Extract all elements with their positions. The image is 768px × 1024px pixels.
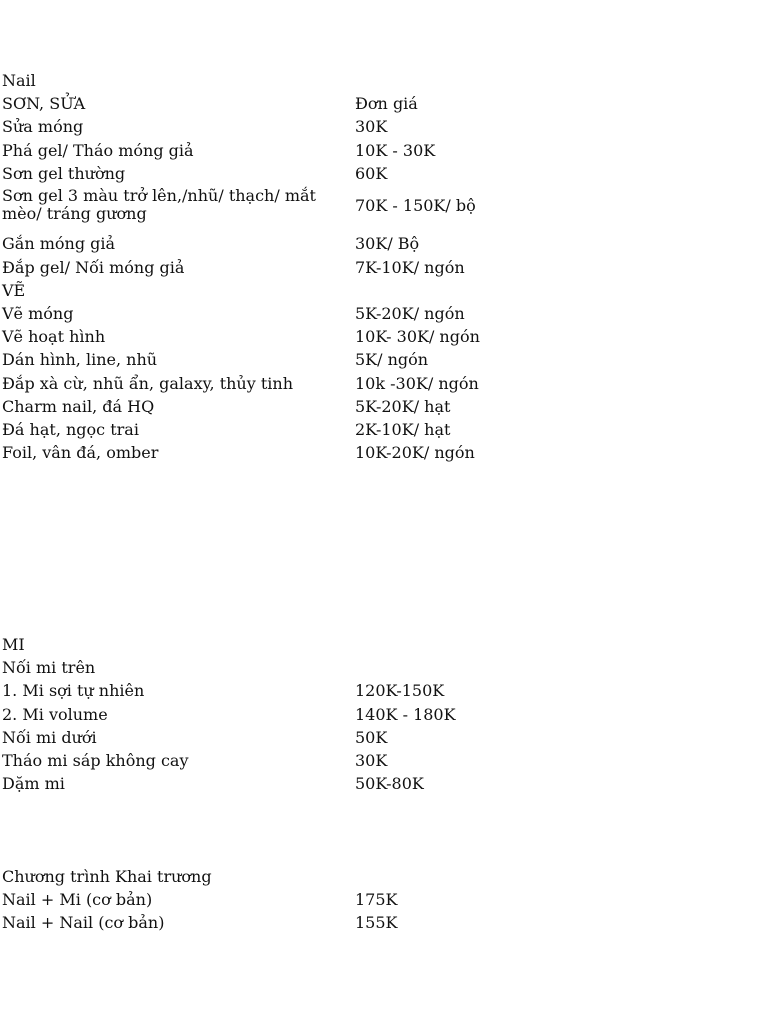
- service-price: 140K - 180K: [355, 705, 456, 724]
- service-price: 10k -30K/ ngón: [355, 374, 479, 393]
- nail-section-title: Nail: [2, 71, 36, 90]
- service-price: 10K- 30K/ ngón: [355, 327, 480, 346]
- service-name: Sơn gel thường: [2, 164, 126, 183]
- draw-section-title: VẼ: [2, 281, 26, 300]
- service-price: 50K: [355, 728, 388, 747]
- service-price: 70K - 150K/ bộ: [355, 196, 476, 215]
- service-name: Foil, vân đá, omber: [2, 443, 159, 462]
- price-row: [2, 703, 562, 726]
- price-row: [2, 139, 562, 162]
- price-row: [2, 162, 562, 185]
- price-row: [2, 372, 562, 395]
- price-row: [2, 395, 562, 418]
- price-row: [2, 256, 562, 279]
- nail-header-row: [2, 92, 562, 115]
- service-price: 50K-80K: [355, 774, 424, 793]
- mi-subtitle: Nối mi trên: [2, 658, 96, 677]
- service-name: 2. Mi volume: [2, 705, 108, 724]
- service-name: Vẽ móng: [2, 304, 74, 323]
- service-name: Tháo mi sáp không cay: [2, 751, 189, 770]
- price-row: [2, 726, 562, 749]
- price-row: [2, 302, 562, 325]
- service-name: Charm nail, đá HQ: [2, 397, 155, 416]
- service-price: 5K/ ngón: [355, 350, 429, 369]
- service-name: Nail + Nail (cơ bản): [2, 913, 165, 932]
- service-price: 30K/ Bộ: [355, 234, 420, 253]
- service-price: 5K-20K/ hạt: [355, 397, 451, 416]
- service-name: Sơn gel 3 màu trở lên,/nhũ/ thạch/ mắt mèo/ tráng gương: [2, 186, 316, 223]
- service-price: 155K: [355, 913, 398, 932]
- promo-section-title-row: [2, 865, 562, 888]
- mi-section-title-row: [2, 633, 562, 656]
- service-name: Đắp gel/ Nối móng giả: [2, 258, 185, 277]
- mi-subtitle-row: [2, 656, 562, 679]
- service-price: 60K: [355, 164, 388, 183]
- service-name: 1. Mi sợi tự nhiên: [2, 681, 145, 700]
- nail-header-label: SƠN, SỬA: [2, 94, 86, 113]
- service-name: Dán hình, line, nhũ: [2, 350, 158, 369]
- service-price: 175K: [355, 890, 398, 909]
- draw-section-title-row: [2, 279, 562, 302]
- price-row: [2, 325, 562, 348]
- price-row: [2, 115, 562, 138]
- service-name: Vẽ hoạt hình: [2, 327, 106, 346]
- promo-section-title: Chương trình Khai trương: [2, 867, 212, 886]
- service-price: 7K-10K/ ngón: [355, 258, 465, 277]
- service-name: Sửa móng: [2, 117, 84, 136]
- price-row: [2, 911, 562, 934]
- service-price: 10K - 30K: [355, 141, 436, 160]
- service-price: 2K-10K/ hạt: [355, 420, 451, 439]
- price-row: [2, 679, 562, 702]
- price-column-header: Đơn giá: [355, 94, 418, 113]
- service-name: Phá gel/ Tháo móng giả: [2, 141, 194, 160]
- price-row: [2, 749, 562, 772]
- service-name: Đắp xà cừ, nhũ ẩn, galaxy, thủy tinh: [2, 374, 294, 393]
- service-price: 30K: [355, 117, 388, 136]
- price-row: [2, 888, 562, 911]
- price-row: [2, 418, 562, 441]
- service-price: 10K-20K/ ngón: [355, 443, 475, 462]
- service-name: Đá hạt, ngọc trai: [2, 420, 139, 439]
- price-row: [2, 348, 562, 371]
- service-name: Dặm mi: [2, 774, 65, 793]
- service-name: Nối mi dưới: [2, 728, 97, 747]
- service-price: 30K: [355, 751, 388, 770]
- service-name: Gắn móng giả: [2, 234, 116, 253]
- service-name: Nail + Mi (cơ bản): [2, 890, 153, 909]
- service-price: 120K-150K: [355, 681, 445, 700]
- price-row: [2, 232, 562, 255]
- nail-section-title-row: [2, 69, 562, 92]
- service-price: 5K-20K/ ngón: [355, 304, 465, 323]
- price-row: [2, 185, 562, 227]
- price-row: [2, 772, 562, 795]
- price-row: [2, 441, 562, 464]
- mi-section-title: MI: [2, 635, 25, 654]
